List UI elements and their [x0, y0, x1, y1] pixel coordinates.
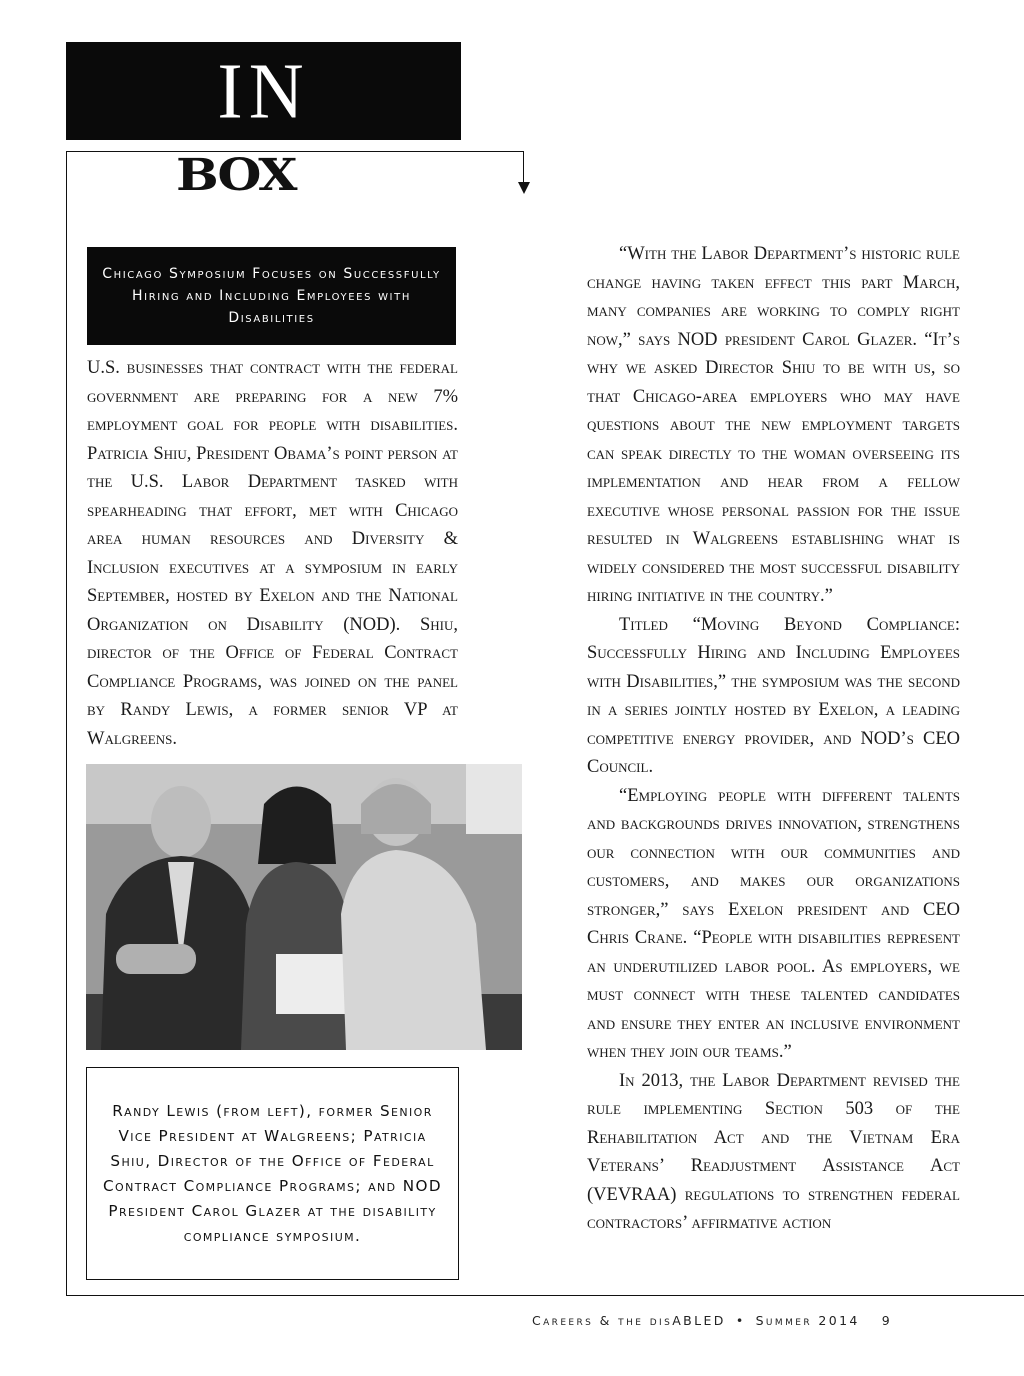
article-headline-box: [87, 247, 456, 345]
article-headline: Chicago Symposium Focuses on Successfully Hiring and Including Employees with Disabilities: [102, 266, 441, 326]
section-banner-in: [66, 42, 461, 140]
section-label-box: BOX: [176, 150, 296, 201]
footer-publication: Careers & the disABLED: [532, 1313, 726, 1328]
down-arrow-icon: [518, 182, 530, 194]
article-paragraph: “With the Labor Department’s historic rule change having taken effect this part March, many companies are working to comply right now,” says NOD president Carol Glazer. “It’s why we asked Director Shiu to be with us, so that Chicago-area employers who may have questions about the new employment targets can speak directly to the woman overseeing its implementation and hear from a fellow executive whose personal passion for the issue resulted in Walgreens establishing what is widely considered the most successful disability hiring initiative in the country.”: [587, 244, 960, 606]
photo-caption-box: [86, 1067, 459, 1280]
article-photo: [86, 764, 522, 1050]
article-column-left: [87, 354, 458, 753]
frame-line-bottom: [66, 1295, 1024, 1296]
photo-caption: Randy Lewis (from left), former Senior Vice President at Walgreens; Patricia Shiu, Director of the Office of Federal Contract Compliance Programs; and NOD President Carol Glazer at the disability compliance symposium.: [103, 1101, 442, 1245]
section-label-in: IN: [217, 46, 310, 136]
article-column-right: [587, 240, 960, 1238]
article-paragraph: U.S. businesses that contract with the federal government are preparing for a new 7% employment goal for people with disabilities. Patricia Shiu, President Obama’s point person at the U.S. Labor Department tasked with spearheading that effort, met with Chicago area human resources and Diversity & Inclusion executives at a symposium in early September, hosted by Exelon and the National Organization on Disability (NOD). Shiu, director of the Office of Federal Contract Compliance Programs, was joined on the panel by Randy Lewis, a former senior VP at Walgreens.: [87, 358, 458, 749]
article-paragraph: In 2013, the Labor Department revised the rule implementing Section 503 of the Rehabilitation Act and the Vietnam Era Veterans’ Readjustment Assistance Act (VEVRAA) regulations to strengthen federal contractors’ affirmative action: [587, 1070, 960, 1233]
article-paragraph: “Employing people with different talents and backgrounds drives innovation, strengthens our connection with our communities and customers, and makes our organizations stronger,” says Exelon president and CEO Chris Crane. “People with disabilities represent an underutilized labor pool. As employers, we must connect with these talented candidates and ensure they enter an inclusive environment when they join our teams.”: [587, 785, 960, 1062]
article-paragraph: Titled “Moving Beyond Compliance: Successfully Hiring and Including Employees with Disabilities,” the symposium was the second in a series jointly hosted by Exelon, a leading competitive energy provider, and NOD’s CEO Council.: [587, 614, 960, 777]
bullet-icon: •: [735, 1313, 746, 1328]
page-number: 9: [881, 1313, 893, 1328]
page-footer: [532, 1313, 962, 1328]
frame-arrow-stem: [523, 151, 524, 185]
frame-line-left: [66, 151, 67, 1296]
photo-illustration: [86, 764, 522, 1050]
footer-issue: Summer 2014: [755, 1313, 860, 1328]
